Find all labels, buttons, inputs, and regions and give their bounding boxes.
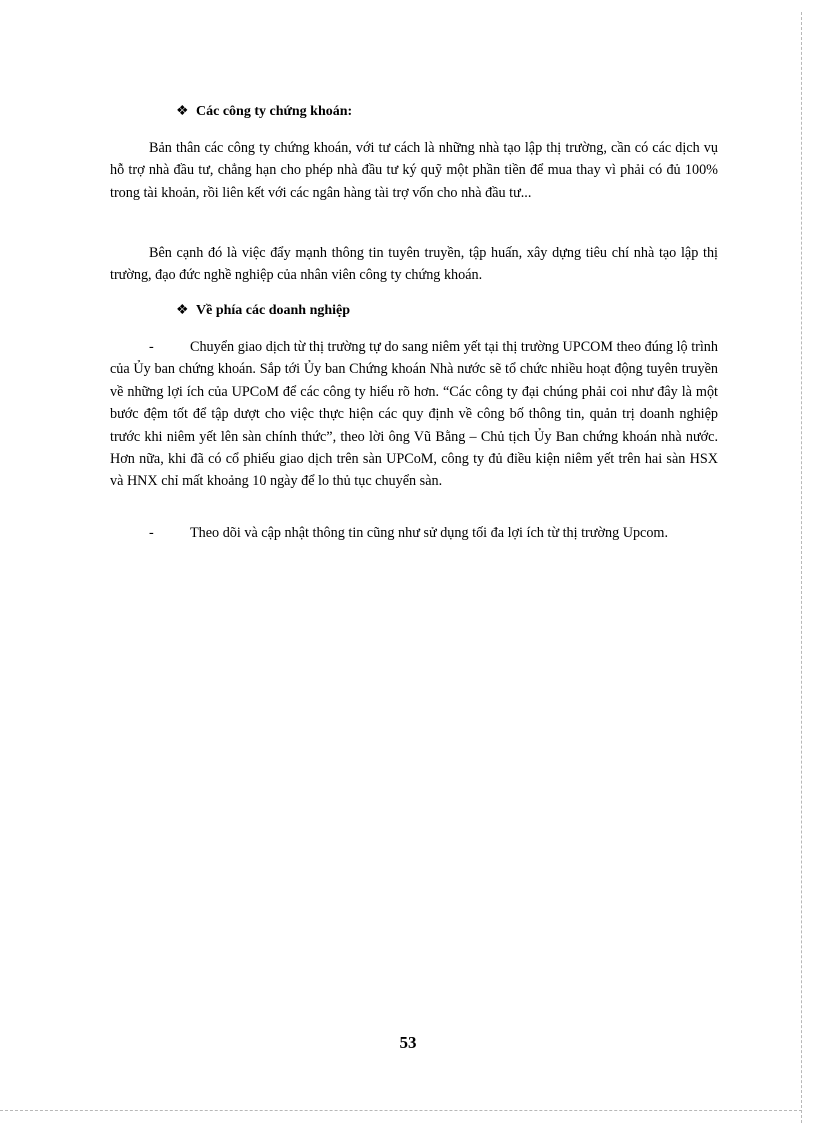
page-border-bottom: [0, 1110, 802, 1111]
paragraph: Bản thân các công ty chứng khoán, với tư cách là những nhà tạo lập thị trường, cần có các dịch vụ hỗ trợ nhà đầu tư, chẳng hạn cho phép nhà đầu tư ký quỹ một phần tiền để mua thay vì phải có đủ 100% trong tài khoản, rồi liên kết với các ngân hàng tài trợ vốn cho nhà đầu tư...: [110, 140, 718, 201]
diamond-bullet-icon: ❖: [176, 303, 189, 318]
list-item: [110, 522, 718, 544]
section-heading-enterprises: [176, 301, 350, 321]
list-item-text: Chuyển giao dịch từ thị trường tự do sang niêm yết tại thị trường UPCOM theo đúng lộ trình của Ủy ban chứng khoán. Sắp tới Ủy ban Chứng khoán Nhà nước sẽ tổ chức nhiều hoạt động tuyên truyền về những lợi ích của UPCoM để các công ty hiểu rõ hơn. “Các công ty đại chúng phải coi như đây là một bước đệm tốt để tập dượt cho việc thực hiện các quy định về công bố thông tin, quản trị doanh nghiệp trước khi niêm yết lên sàn chính thức”, theo lời ông Vũ Bằng – Chủ tịch Ủy Ban chứng khoán nhà nước. Hơn nữa, khi đã có cổ phiếu giao dịch trên sàn UPCoM, công ty đủ điều kiện niêm yết trên hai sàn HSX và HNX chỉ mất khoảng 10 ngày để lo thủ tục chuyển sàn.: [110, 339, 718, 490]
section-heading-text: Về phía các doanh nghiệp: [196, 303, 351, 318]
diamond-bullet-icon: ❖: [176, 104, 189, 119]
section-heading-text: Các công ty chứng khoán:: [196, 104, 353, 119]
section-heading-securities-companies: [176, 102, 352, 122]
page-number: 53: [399, 1033, 417, 1052]
list-item-dash: -: [149, 525, 154, 541]
list-item: [110, 336, 718, 493]
list-item-text: Theo dõi và cập nhật thông tin cũng như sử dụng tối đa lợi ích từ thị trường Upcom.: [190, 525, 669, 541]
page-border-right: [801, 12, 802, 1123]
paragraph: Bên cạnh đó là việc đẩy mạnh thông tin tuyên truyền, tập huấn, xây dựng tiêu chí nhà tạo lập thị trường, đạo đức nghề nghiệp của nhân viên công ty chứng khoán.: [110, 245, 718, 284]
list-item-dash: -: [149, 339, 154, 355]
